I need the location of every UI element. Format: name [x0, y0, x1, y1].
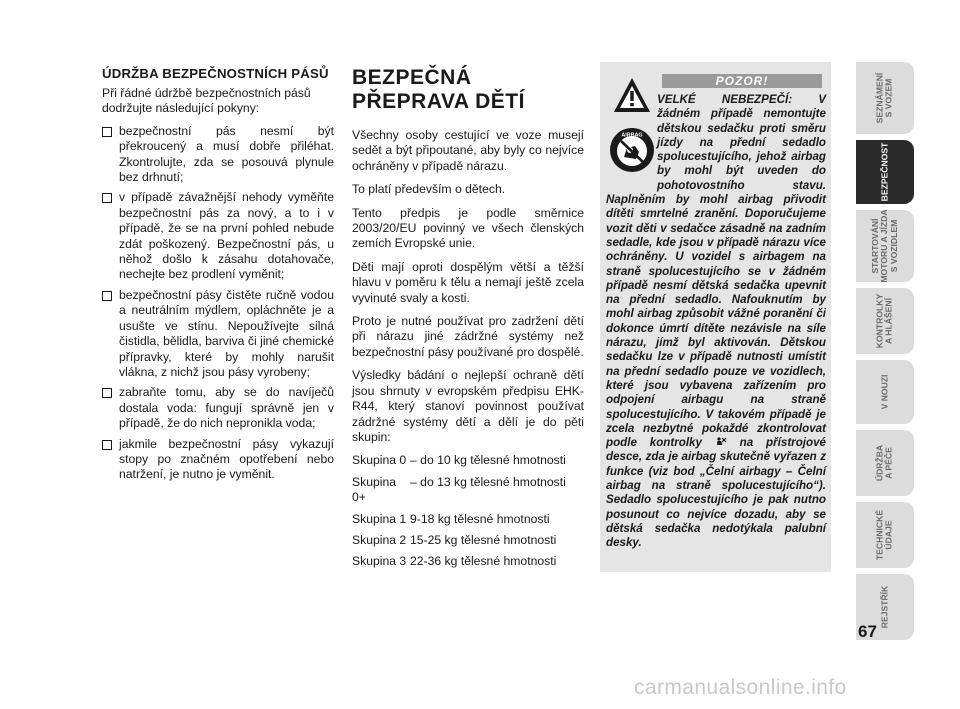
paragraph: Všechny osoby cestující ve voze musejí sedět a být připoutané, aby byly co nejvíce ochráněny v případě nárazu.	[352, 128, 584, 173]
list-item: jakmile bezpečnostní pásy vykazují stopy po značném opotřebení nebo natržení, je nutno je vyměnit.	[102, 437, 334, 483]
svg-text:AIRBAG: AIRBAG	[621, 132, 643, 139]
page-number: 67	[858, 622, 877, 641]
paragraph: Tento předpis je podle směrnice 2003/20/EU povinný ve všech členských zemích Evropské unie.	[352, 205, 584, 251]
list-item: Skupina 1 9-18 kg tělesné hmotnosti	[352, 511, 550, 526]
checkbox-bullet-icon	[102, 127, 112, 137]
paragraph: Výsledky bádání o nejlepší ochraně dětí jsou shrnuty v evropském předpisu EHK-R44, který stanoví povinnost používat zádržné systémy dětí a dělí je do pěti skupin:	[352, 368, 584, 444]
intro-text: Při řádné údržbě bezpečnostních pásů dodržujte následující pokyny:	[102, 86, 311, 116]
page-title: BEZPEČNÁ PŘEPRAVA DĚTÍ	[352, 66, 525, 113]
paragraph: Děti mají oproti dospělým větší a těžší hlavu v poměru k tělu a nemají ještě zcela vyvinuté svaly a kosti.	[352, 259, 584, 305]
middle-column	[352, 66, 584, 576]
paragraph: To platí především o dětech.	[352, 182, 506, 197]
list-item: v případě závažnější nehody vyměňte bezpečnostní pás za nový, a to i v případě, že se na první pohled nebude zdát poškozený. Bezpečnostní pás, u něhož došlo k zásahu dotahovače, nechejte bez prodlení vyměnit;	[102, 190, 334, 282]
checkbox-bullet-icon	[102, 388, 112, 398]
tab-rejstrik[interactable]: REJSTŘÍK	[856, 574, 914, 640]
checkbox-bullet-icon	[102, 193, 112, 203]
section-heading-belt-maintenance: ÚDRŽBA BEZPEČNOSTNÍCH PÁSŮ	[102, 66, 329, 81]
tab-bezpecnost[interactable]: BEZPEČNOST	[856, 140, 914, 204]
list-item: Skupina 2 15-25 kg tělesné hmotnosti	[352, 532, 557, 547]
list-item: Skupina 0 – do 10 kg tělesné hmotnosti	[352, 453, 566, 468]
tab-technicke-udaje[interactable]: TECHNICKÉ ÚDAJE	[856, 502, 914, 568]
tab-udrzba[interactable]: ÚDRŽBA A PÉČE	[856, 430, 914, 496]
list-item: Skupina 0+ – do 13 kg tělesné hmotnosti	[352, 474, 566, 505]
left-column	[102, 66, 334, 488]
tab-seznameni-s-vozem[interactable]: SEZNÁMENÍ S VOZEM	[856, 62, 914, 134]
checkbox-bullet-icon	[102, 440, 112, 450]
airbag-off-warning-light-icon	[715, 437, 727, 447]
tab-v-nouzi[interactable]: V NOUZI	[856, 360, 914, 424]
warning-label: POZOR!	[662, 74, 822, 88]
checkbox-bullet-icon	[102, 291, 112, 301]
weight-groups-list	[352, 453, 584, 569]
tab-kontrolky[interactable]: KONTROLKY A HLÁŠENÍ	[856, 288, 914, 354]
list-item: bezpečnostní pás nesmí být překroucený a musí dobře přiléhat. Zkontrolujte, zda se posouvá plynule bez drhnutí;	[102, 124, 334, 186]
warning-box	[600, 62, 831, 572]
list-item: Skupina 3 22-36 kg tělesné hmotnosti	[352, 554, 557, 569]
list-item: zabraňte tomu, aby se do navíječů dostala voda: fungují správně jen v případě, že do nich nepronikla voda;	[102, 385, 334, 431]
warning-text: VELKÉ NEBEZPEČÍ: V žádném případě nemontujte dětskou sedačku proti směru jízdy na přední sedadlo spolucestujícího, jehož airbag by mohl být uveden do pohotovostního stavu. Naplněním by mohl airbag přivodit dítěti smrtelné zranění. Doporučujeme vozit děti v sedačce zásadně na zadním sedadle, kde jsou v případě nárazu více ochráněny. U vozidel s airbagem na straně spolucestujícího se v žádném případě nesmí dětská sedačka upevnit na přední sedadlo. Nafouknutím by mohl airbag způsobit vážné poranění či dokonce úmrtí dítěte nezávisle na síle nárazu, jímž byl aktivován. Dětskou sedačku lze v případě nutnosti umístit na přední sedadlo pouze ve vozidlech, které jsou vybavena zařízením pro odpojení airbagu na straně spolucestujícího. V takovém případě je zcela nezbytné pokaždé zkontrolovat podle kontrolky na přístrojové desce, zda je airbag skutečně vyřazen z funkce (viz bod „Čelní airbagy – Čelní airbag na straně spolucestujícího“). Sedadlo spolucestujícího je pak nutno posunout co nejvíce dozadu, aby se dětská sedačka nedotýkala palubní desky.	[606, 93, 826, 550]
paragraph: Proto je nutné používat pro zadržení dětí při nárazu jiné zádržné systémy než bezpečnostní pásy používané pro dospělé.	[352, 314, 584, 359]
tab-startovani[interactable]: STARTOVÁNÍ MOTORU A JÍZDA S VOZIDLEM	[856, 210, 914, 282]
watermark: carmanualsonline.info	[634, 676, 847, 699]
chapter-tabs	[856, 62, 914, 646]
list-item: bezpečnostní pásy čistěte ručně vodou a neutrálním mýdlem, opláchněte je a usušte ve stínu. Nepoužívejte silná čistidla, bělidla, barviva či jiné chemické přípravky, které by mohly narušit vlákna, z nichž jsou pásy vyrobeny;	[102, 288, 334, 380]
